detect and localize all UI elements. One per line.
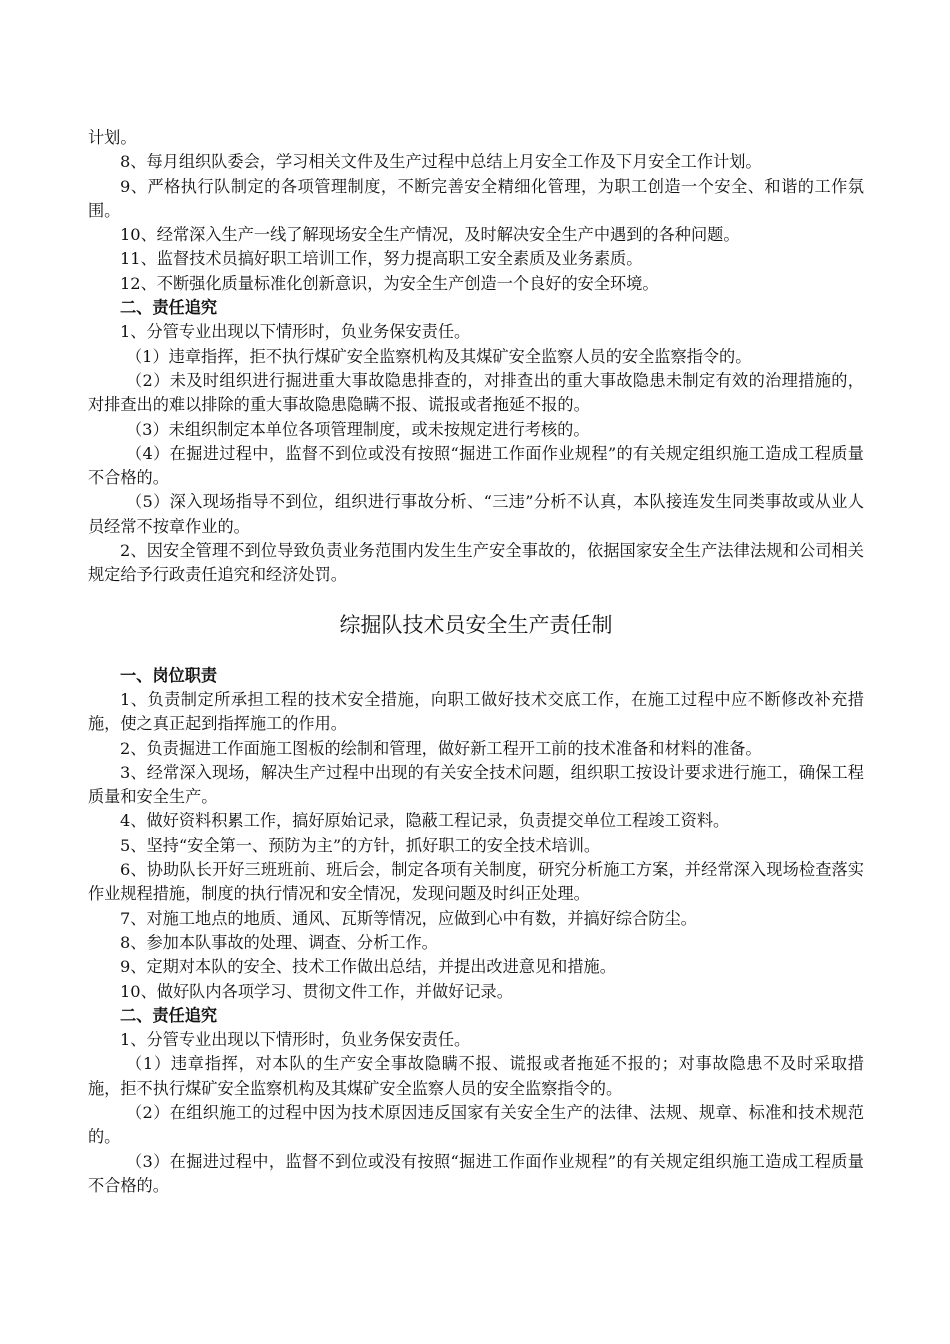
- accountability-item-2: 2、因安全管理不到位导致负责业务范围内发生生产安全事故的，依据国家安全生产法律法规和公司相关规定给予行政责任追究和经济处罚。: [88, 541, 864, 585]
- duty-item: 2、负责掘进工作面施工图板的绘制和管理，做好新工程开工前的技术准备和材料的准备。: [120, 738, 762, 758]
- accountability-subitem: （3）未组织制定本单位各项管理制度，或未按规定进行考核的。: [126, 419, 590, 439]
- section-heading-accountability: 二、责任追究: [120, 298, 218, 318]
- duty-item-12: 12、不断强化质量标准化创新意识，为安全生产创造一个良好的安全环境。: [120, 273, 659, 293]
- accountability-subitem: （5）深入现场指导不到位，组织进行事故分析、“三违”分析不认真，本队接连发生同类事故或从业人员经常不按章作业的。: [88, 492, 864, 536]
- accountability-item-1: 1、分管专业出现以下情形时，负业务保安责任。: [120, 1030, 471, 1050]
- accountability-subitem: （2）未及时组织进行掘进重大事故隐患排查的，对排查出的重大事故隐患未制定有效的治理措施的，对排查出的难以排除的重大事故隐患隐瞒不报、谎报或者拖延不报的。: [88, 370, 864, 415]
- section-heading-accountability: 二、责任追究: [120, 1005, 218, 1025]
- duty-item: 3、经常深入现场，解决生产过程中出现的有关安全技术问题，组织职工按设计要求进行施工，确保工程质量和安全生产。: [88, 762, 864, 807]
- duty-item: 9、定期对本队的安全、技术工作做出总结，并提出改进意见和措施。: [120, 957, 616, 977]
- accountability-item-1: 1、分管专业出现以下情形时，负业务保安责任。: [120, 322, 471, 342]
- paragraph-continuation: 计划。: [88, 128, 137, 147]
- accountability-subitem: （3）在掘进过程中，监督不到位或没有按照“掘进工作面作业规程”的有关规定组织施工造成工程质量不合格的。: [88, 1151, 864, 1195]
- duty-item: 6、协助队长开好三班班前、班后会，制定各项有关制度，研究分析施工方案，并经常深入现场检查落实作业规程措施，制度的执行情况和安全情况，发现问题及时纠正处理。: [88, 860, 864, 904]
- duty-item: 4、做好资料积累工作，搞好原始记录，隐蔽工程记录，负责提交单位工程竣工资料。: [120, 811, 730, 831]
- duty-item: 5、坚持“安全第一、预防为主”的方针，抓好职工的安全技术培训。: [120, 835, 601, 855]
- section-heading-duties: 一、岗位职责: [120, 665, 218, 685]
- accountability-subitem: （2）在组织施工的过程中因为技术原因违反国家有关安全生产的法律、法规、规章、标准和技术规范的。: [88, 1102, 864, 1147]
- duty-item: 10、做好队内各项学习、贯彻文件工作，并做好记录。: [120, 981, 513, 1001]
- duty-item-10: 10、经常深入生产一线了解现场安全生产情况，及时解决安全生产中遇到的各种问题。: [120, 225, 740, 245]
- accountability-subitem: （1）违章指挥，拒不执行煤矿安全监察机构及其煤矿安全监察人员的安全监察指令的。: [126, 346, 752, 366]
- document-page: [88, 126, 864, 1198]
- accountability-subitem: （1）违章指挥，对本队的生产安全事故隐瞒不报、谎报或者拖延不报的；对事故隐患不及时采取措施，拒不执行煤矿安全监察机构及其煤矿安全监察人员的安全监察指令的。: [88, 1054, 864, 1098]
- duty-item-11: 11、监督技术员搞好职工培训工作，努力提高职工安全素质及业务素质。: [120, 249, 643, 269]
- duty-item: 8、参加本队事故的处理、调查、分析工作。: [120, 932, 438, 952]
- duty-item-9: 9、严格执行队制定的各项管理制度，不断完善安全精细化管理，为职工创造一个安全、和谐的工作氛围。: [88, 176, 864, 220]
- document-title: 综掘队技术员安全生产责任制: [339, 612, 613, 637]
- duty-item: 7、对施工地点的地质、通风、瓦斯等情况，应做到心中有数，并搞好综合防尘。: [120, 908, 697, 928]
- duty-item-8: 8、每月组织队委会，学习相关文件及生产过程中总结上月安全工作及下月安全工作计划。: [120, 152, 762, 172]
- accountability-subitem: （4）在掘进过程中，监督不到位或没有按照“掘进工作面作业规程”的有关规定组织施工造成工程质量不合格的。: [88, 443, 864, 488]
- duty-item: 1、负责制定所承担工程的技术安全措施，向职工做好技术交底工作，在施工过程中应不断修改补充措施，使之真正起到指挥施工的作用。: [88, 689, 864, 734]
